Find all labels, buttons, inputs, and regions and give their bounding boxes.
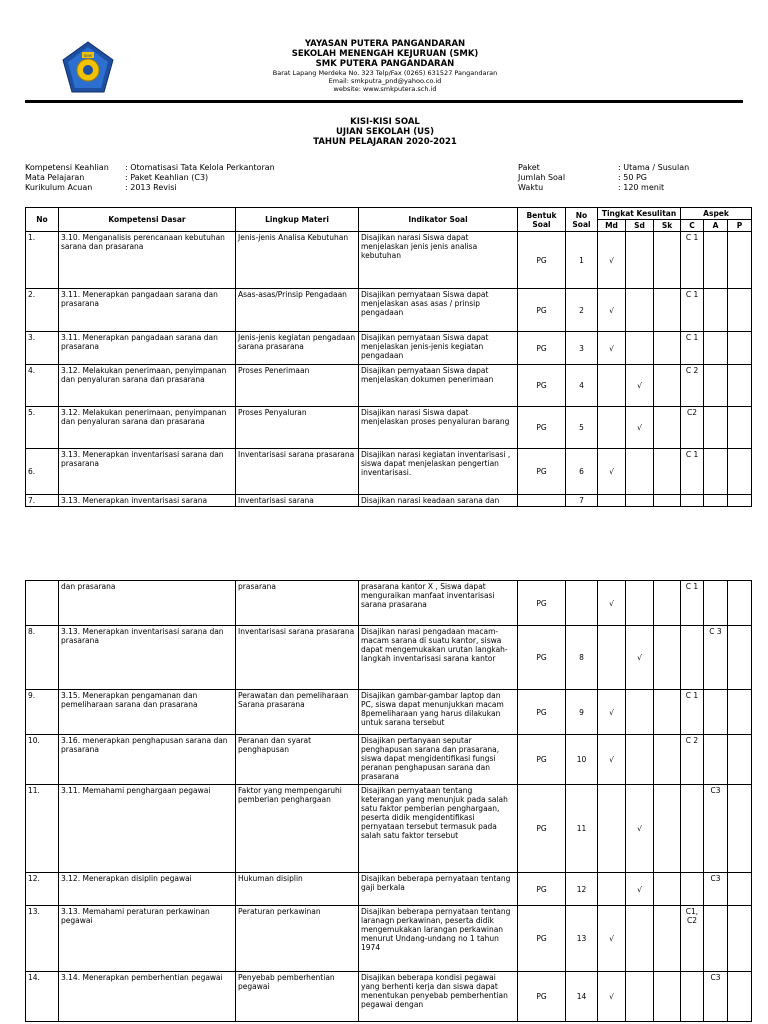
table-row <box>26 365 752 407</box>
header-c: C <box>681 220 704 232</box>
meta-row <box>25 183 275 193</box>
meta-row <box>518 173 689 183</box>
cell-md <box>598 365 626 407</box>
cell-md: √ <box>598 581 626 626</box>
cell-lingkup-materi: Peraturan perkawinan <box>236 906 359 972</box>
cell-md: √ <box>598 906 626 972</box>
cell-a <box>704 289 728 332</box>
foundation-name: YAYASAN PUTERA PANGANDARAN <box>304 39 466 49</box>
cell-c: C 1 <box>681 581 704 626</box>
cell-sd <box>626 581 654 626</box>
cell-indikator-soal: prasarana kantor X , Siswa dapat menguraikan manfaat inventarisasi sarana prasarana <box>359 581 518 626</box>
meta-value: : Utama / Susulan <box>618 163 690 172</box>
cell-no-soal: 10 <box>566 735 598 785</box>
cell-lingkup-materi: Jenis-jenis kegiatan pengadaan sarana prasarana <box>236 332 359 365</box>
cell-no: 12. <box>26 873 59 906</box>
cell-no: 5. <box>26 407 59 449</box>
cell-p <box>728 873 752 906</box>
cell-bentuk-soal: PG <box>518 906 566 972</box>
cell-lingkup-materi: Inventarisasi sarana prasarana <box>236 626 359 690</box>
header-aspek: Aspek <box>681 208 752 220</box>
cell-indikator-soal: Disajikan beberapa pernyataan tentang laranagn perkawinan, peserta didik mengemukakan larangan perkawinan menurut Undang-undang no 1 tahun 1974 <box>359 906 518 972</box>
cell-no: 3. <box>26 332 59 365</box>
cell-md: √ <box>598 232 626 289</box>
cell-lingkup-materi: Proses Penyaluran <box>236 407 359 449</box>
header-divider <box>25 100 743 103</box>
table-row <box>26 690 752 735</box>
cell-c <box>681 972 704 1022</box>
meta-value: : Otomatisasi Tata Kelola Perkantoran <box>125 163 275 172</box>
cell-bentuk-soal: PG <box>518 365 566 407</box>
logo-text: SMK <box>83 53 93 58</box>
cell-a: C3 <box>704 785 728 873</box>
cell-c: C1, C2 <box>681 906 704 972</box>
cell-indikator-soal: Disajikan beberapa kondisi pegawai yang berhenti kerja dan siswa dapat menentukan penyebab pemberhentian pegawai dengan <box>359 972 518 1022</box>
cell-sd: √ <box>626 785 654 873</box>
cell-sk <box>654 449 681 495</box>
cell-no-soal: 4 <box>566 365 598 407</box>
meta-value: : Paket Keahlian (C3) <box>125 173 209 182</box>
cell-p <box>728 581 752 626</box>
cell-md <box>598 873 626 906</box>
cell-sd <box>626 906 654 972</box>
cell-no: 9. <box>26 690 59 735</box>
meta-row <box>25 163 275 173</box>
cell-md: √ <box>598 972 626 1022</box>
meta-label: Mata Pelajaran <box>25 173 85 182</box>
cell-a: C3 <box>704 972 728 1022</box>
cell-sk <box>654 332 681 365</box>
cell-no-soal: 6 <box>566 449 598 495</box>
header-indikator-soal: Indikator Soal <box>359 208 518 232</box>
cell-no-soal: 7 <box>566 495 598 507</box>
cell-a <box>704 690 728 735</box>
cell-kompetensi-dasar: 3.16. menerapkan penghapusan sarana dan prasarana <box>59 735 236 785</box>
cell-kompetensi-dasar: 3.11. Menerapkan pangadaan sarana dan prasarana <box>59 289 236 332</box>
cell-kompetensi-dasar: 3.12. Melakukan penerimaan, penyimpanan dan penyaluran sarana dan prasarana <box>59 365 236 407</box>
cell-sd <box>626 232 654 289</box>
cell-kompetensi-dasar: 3.15. Menerapkan pengamanan dan pemeliharaan sarana dan prasarana <box>59 690 236 735</box>
school-name: SMK PUTERA PANGANDARAN <box>315 59 455 69</box>
cell-no: 6. <box>26 449 59 495</box>
meta-value: : 50 PG <box>618 173 647 182</box>
cell-bentuk-soal <box>518 495 566 507</box>
cell-md: √ <box>598 690 626 735</box>
cell-kompetensi-dasar: 3.11. Menerapkan pangadaan sarana dan prasarana <box>59 332 236 365</box>
cell-p <box>728 690 752 735</box>
header-md: Md <box>598 220 626 232</box>
cell-lingkup-materi: Inventarisasi sarana <box>236 495 359 507</box>
cell-lingkup-materi: Peranan dan syarat penghapusan <box>236 735 359 785</box>
cell-a <box>704 407 728 449</box>
cell-sk <box>654 407 681 449</box>
cell-a <box>704 735 728 785</box>
school-website: website: www.smkputera.sch.id <box>333 85 437 93</box>
cell-bentuk-soal: PG <box>518 626 566 690</box>
cell-kompetensi-dasar: 3.14. Menerapkan pemberhentian pegawai <box>59 972 236 1022</box>
meta-label: Paket <box>518 163 540 172</box>
cell-md <box>598 626 626 690</box>
cell-kompetensi-dasar: 3.13. Menerapkan inventarisasi sarana dan prasarana <box>59 626 236 690</box>
cell-no-soal: 14 <box>566 972 598 1022</box>
cell-no: 10. <box>26 735 59 785</box>
meta-left <box>25 163 275 193</box>
cell-md: √ <box>598 735 626 785</box>
kisi-kisi-table-page-2 <box>25 580 752 1022</box>
cell-p <box>728 735 752 785</box>
table-row <box>26 906 752 972</box>
school-email: Email: smkputra_pnd@yahoo.co.id <box>328 77 442 85</box>
cell-a: C3 <box>704 873 728 906</box>
cell-p <box>728 407 752 449</box>
cell-indikator-soal: Disajikan narasi pengadaan macam-macam sarana di suatu kantor, siswa dapat mengemukakan urutan langkah-langkah inventarisasi sarana kantor <box>359 626 518 690</box>
meta-row <box>518 183 689 193</box>
cell-md: √ <box>598 289 626 332</box>
header-a: A <box>704 220 728 232</box>
cell-bentuk-soal: PG <box>518 332 566 365</box>
meta-value: : 2013 Revisi <box>125 183 177 192</box>
cell-lingkup-materi: Proses Penerimaan <box>236 365 359 407</box>
cell-no-soal <box>566 581 598 626</box>
letterhead <box>180 39 590 93</box>
cell-lingkup-materi: Penyebab pemberhentian pegawai <box>236 972 359 1022</box>
cell-c: C 2 <box>681 735 704 785</box>
cell-a <box>704 365 728 407</box>
cell-sk <box>654 785 681 873</box>
school-type: SEKOLAH MENENGAH KEJURUAN (SMK) <box>291 49 479 59</box>
cell-no-soal: 11 <box>566 785 598 873</box>
cell-kompetensi-dasar: 3.13. Menerapkan inventarisasi sarana dan prasarana <box>59 449 236 495</box>
school-address: Barat Lapang Merdeka No. 323 Telp/Fax (0265) 631527 Pangandaran <box>272 69 498 77</box>
cell-lingkup-materi: Inventarisasi sarana prasarana <box>236 449 359 495</box>
cell-kompetensi-dasar: 3.12. Menerapkan disiplin pegawai <box>59 873 236 906</box>
cell-no: 13. <box>26 906 59 972</box>
cell-sd <box>626 332 654 365</box>
table-row <box>26 626 752 690</box>
cell-kompetensi-dasar: 3.13. Memahami peraturan perkawinan pegawai <box>59 906 236 972</box>
cell-no: 2. <box>26 289 59 332</box>
cell-bentuk-soal: PG <box>518 289 566 332</box>
table-row <box>26 449 752 495</box>
cell-p <box>728 495 752 507</box>
cell-sd <box>626 289 654 332</box>
cell-indikator-soal: Disajikan beberapa pernyataan tentang gaji berkala <box>359 873 518 906</box>
cell-c: C 1 <box>681 232 704 289</box>
cell-a <box>704 495 728 507</box>
cell-a <box>704 449 728 495</box>
cell-kompetensi-dasar: 3.10. Menganalisis perencanaan kebutuhan sarana dan prasarana <box>59 232 236 289</box>
cell-sd <box>626 972 654 1022</box>
cell-indikator-soal: Disajikan pernyataan tentang keterangan yang menunjuk pada salah satu faktor pemberian penghargaan, peserta didik mengidentifikasi pernyataan tersebut termasuk pada salah satu faktor tersebut <box>359 785 518 873</box>
title-line-1: KISI-KISI SOAL <box>350 117 420 127</box>
cell-md: √ <box>598 449 626 495</box>
header-bentuk-soal: Bentuk Soal <box>518 208 566 232</box>
cell-no <box>26 581 59 626</box>
cell-a <box>704 332 728 365</box>
cell-md <box>598 495 626 507</box>
cell-md: √ <box>598 332 626 365</box>
meta-label: Kurikulum Acuan <box>25 183 93 192</box>
cell-sk <box>654 581 681 626</box>
table-row <box>26 785 752 873</box>
cell-no-soal: 5 <box>566 407 598 449</box>
cell-bentuk-soal: PG <box>518 873 566 906</box>
cell-c <box>681 785 704 873</box>
cell-sk <box>654 626 681 690</box>
cell-bentuk-soal: PG <box>518 735 566 785</box>
cell-a: C 3 <box>704 626 728 690</box>
cell-p <box>728 972 752 1022</box>
cell-kompetensi-dasar: dan prasarana <box>59 581 236 626</box>
table-row <box>26 495 752 507</box>
meta-label: Jumlah Soal <box>518 173 566 182</box>
cell-p <box>728 906 752 972</box>
table-row <box>26 289 752 332</box>
cell-sd <box>626 495 654 507</box>
title-line-2: UJIAN SEKOLAH (US) <box>335 127 435 137</box>
cell-no-soal: 2 <box>566 289 598 332</box>
cell-lingkup-materi: Jenis-jenis Analisa Kebutuhan <box>236 232 359 289</box>
cell-no-soal: 1 <box>566 232 598 289</box>
cell-no: 8. <box>26 626 59 690</box>
cell-indikator-soal: Disajikan gambar-gambar laptop dan PC, siswa dapat menunjukkan macam 8pemeliharaan yang harus dilakukan untuk sarana tersebut <box>359 690 518 735</box>
cell-sk <box>654 906 681 972</box>
cell-bentuk-soal: PG <box>518 972 566 1022</box>
cell-c <box>681 626 704 690</box>
cell-indikator-soal: Disajikan narasi Siswa dapat menjelaskan proses penyaluran barang <box>359 407 518 449</box>
cell-no-soal: 3 <box>566 332 598 365</box>
cell-bentuk-soal: PG <box>518 232 566 289</box>
cell-sd <box>626 690 654 735</box>
cell-sd <box>626 449 654 495</box>
cell-p <box>728 626 752 690</box>
cell-sk <box>654 495 681 507</box>
header-kompetensi-dasar: Kompetensi Dasar <box>59 208 236 232</box>
cell-no: 14. <box>26 972 59 1022</box>
header-p: P <box>728 220 752 232</box>
meta-row <box>25 173 275 183</box>
cell-kompetensi-dasar: 3.13. Menerapkan inventarisasi sarana <box>59 495 236 507</box>
cell-sk <box>654 873 681 906</box>
cell-p <box>728 289 752 332</box>
meta-label: Kompetensi Keahlian <box>25 163 109 172</box>
cell-lingkup-materi: prasarana <box>236 581 359 626</box>
cell-c: C 1 <box>681 690 704 735</box>
header-tingkat-kesulitan: Tingkat Kesulitan <box>598 208 681 220</box>
cell-sk <box>654 972 681 1022</box>
cell-a <box>704 906 728 972</box>
cell-a <box>704 232 728 289</box>
cell-a <box>704 581 728 626</box>
cell-bentuk-soal: PG <box>518 407 566 449</box>
cell-sk <box>654 690 681 735</box>
cell-p <box>728 232 752 289</box>
cell-lingkup-materi: Perawatan dan pemeliharaan Sarana prasarana <box>236 690 359 735</box>
header-sd: Sd <box>626 220 654 232</box>
cell-lingkup-materi: Faktor yang mempengaruhi pemberian penghargaan <box>236 785 359 873</box>
cell-sk <box>654 232 681 289</box>
cell-bentuk-soal: PG <box>518 449 566 495</box>
table-row <box>26 332 752 365</box>
meta-value: : 120 menit <box>618 183 665 192</box>
cell-sk <box>654 735 681 785</box>
cell-indikator-soal: Disajikan narasi keadaan sarana dan <box>359 495 518 507</box>
cell-indikator-soal: Disajikan narasi kegiatan inventarisasi , siswa dapat menjelaskan pengertian inventarisasi. <box>359 449 518 495</box>
cell-sd: √ <box>626 873 654 906</box>
cell-bentuk-soal: PG <box>518 785 566 873</box>
cell-indikator-soal: Disajikan pernyataan Siswa dapat menjelaskan jenis-jenis kegiatan pengadaan <box>359 332 518 365</box>
header-sk: Sk <box>654 220 681 232</box>
cell-indikator-soal: Disajikan pertanyaan seputar penghapusan sarana dan prasarana, siswa dapat mengidentifikasi fungsi peranan penghapusan sarana dan prasarana <box>359 735 518 785</box>
cell-p <box>728 785 752 873</box>
cell-c: C 2 <box>681 365 704 407</box>
table-row <box>26 972 752 1022</box>
header-no: No <box>26 208 59 232</box>
table-row <box>26 232 752 289</box>
cell-sd: √ <box>626 365 654 407</box>
cell-c: C2 <box>681 407 704 449</box>
cell-sk <box>654 289 681 332</box>
cell-c: C 1 <box>681 289 704 332</box>
cell-kompetensi-dasar: 3.12. Melakukan penerimaan, penyimpanan dan penyaluran sarana dan prasarana <box>59 407 236 449</box>
kisi-kisi-table-page-1 <box>25 207 752 507</box>
table-row <box>26 407 752 449</box>
cell-md <box>598 407 626 449</box>
cell-sd: √ <box>626 407 654 449</box>
cell-lingkup-materi: Asas-asas/Prinsip Pengadaan <box>236 289 359 332</box>
cell-sk <box>654 365 681 407</box>
cell-indikator-soal: Disajikan narasi Siswa dapat menjelaskan jenis jenis analisa kebutuhan <box>359 232 518 289</box>
cell-no: 11. <box>26 785 59 873</box>
cell-no: 7. <box>26 495 59 507</box>
cell-md <box>598 785 626 873</box>
cell-no-soal: 13 <box>566 906 598 972</box>
meta-row <box>518 163 689 173</box>
cell-sd: √ <box>626 626 654 690</box>
cell-sd <box>626 735 654 785</box>
document-title <box>200 117 570 147</box>
cell-c: C 1 <box>681 332 704 365</box>
table-row <box>26 735 752 785</box>
cell-indikator-soal: Disajikan pernyataan Siswa dapat menjelaskan asas asas / prinsip pengadaan <box>359 289 518 332</box>
cell-lingkup-materi: Hukuman disiplin <box>236 873 359 906</box>
header-no-soal: No Soal <box>566 208 598 232</box>
cell-no-soal: 9 <box>566 690 598 735</box>
cell-c: C 1 <box>681 449 704 495</box>
meta-right <box>518 163 689 193</box>
table-row <box>26 873 752 906</box>
cell-indikator-soal: Disajikan pernyataan Siswa dapat menjelaskan dokumen penerimaan <box>359 365 518 407</box>
cell-p <box>728 332 752 365</box>
title-line-3: TAHUN PELAJARAN 2020-2021 <box>313 137 457 147</box>
cell-p <box>728 449 752 495</box>
school-logo-icon <box>60 40 116 96</box>
cell-kompetensi-dasar: 3.11. Memahami penghargaan pegawai <box>59 785 236 873</box>
cell-no-soal: 12 <box>566 873 598 906</box>
header-lingkup-materi: Lingkup Materi <box>236 208 359 232</box>
cell-bentuk-soal: PG <box>518 581 566 626</box>
meta-label: Waktu <box>518 183 544 192</box>
cell-c <box>681 495 704 507</box>
cell-no-soal: 8 <box>566 626 598 690</box>
cell-no: 4. <box>26 365 59 407</box>
cell-p <box>728 365 752 407</box>
table-row <box>26 581 752 626</box>
cell-no: 1. <box>26 232 59 289</box>
cell-bentuk-soal: PG <box>518 690 566 735</box>
cell-c <box>681 873 704 906</box>
